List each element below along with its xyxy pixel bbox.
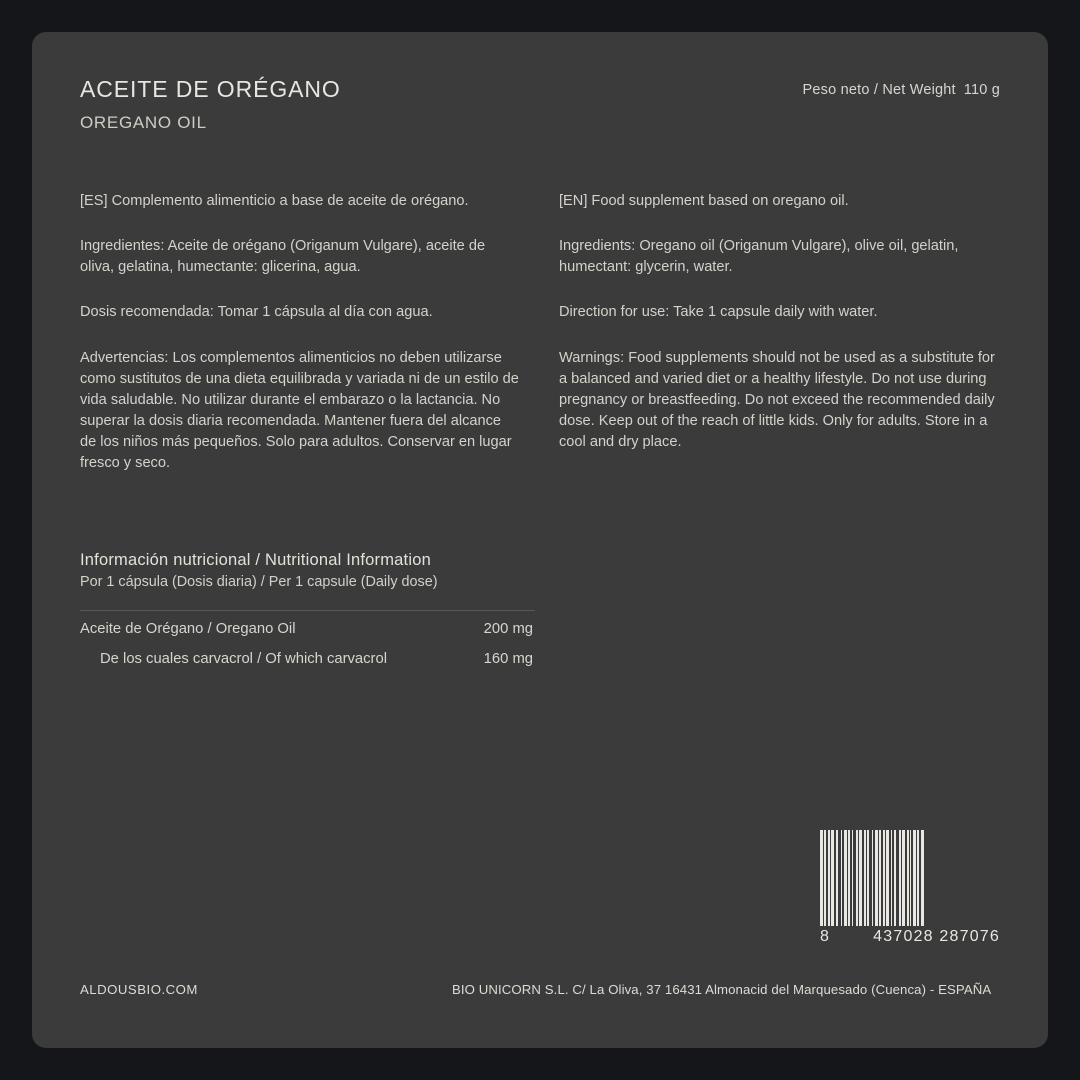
nutrition-subtitle: Por 1 cápsula (Dosis diaria) / Per 1 capsule (Daily dose) bbox=[80, 573, 438, 590]
nutrition-section bbox=[80, 551, 535, 671]
product-title-en: OREGANO OIL bbox=[80, 112, 207, 132]
nutrient-amount: 160 mg bbox=[483, 650, 533, 667]
spanish-ingredients: Ingredientes: Aceite de orégano (Origanum Vulgare), aceite de oliva, gelatina, humectante: glicerina, agua. bbox=[80, 238, 486, 276]
product-title-es: ACEITE DE ORÉGANO bbox=[80, 76, 341, 102]
spanish-column bbox=[80, 191, 521, 499]
table-row bbox=[80, 641, 535, 671]
company-address: BIO UNICORN S.L. C/ La Oliva, 37 16431 Almonacid del Marquesado (Cuenca) - ESPAÑA bbox=[452, 982, 992, 997]
barcode-bars bbox=[820, 830, 1000, 926]
nutrient-name: Aceite de Orégano / Oregano Oil bbox=[80, 620, 296, 637]
bilingual-columns bbox=[80, 191, 1000, 499]
english-column bbox=[559, 191, 1000, 499]
english-ingredients: Ingredients: Oregano oil (Origanum Vulgare), olive oil, gelatin, humectant: glycerin, water. bbox=[559, 238, 959, 276]
net-weight-value: 110 g bbox=[963, 82, 1000, 98]
nutrition-table bbox=[80, 610, 535, 671]
label-content bbox=[80, 76, 1000, 1012]
nutrition-title: Información nutricional / Nutritional Information bbox=[80, 550, 431, 569]
nutrient-name: De los cuales carvacrol / Of which carvacrol bbox=[100, 650, 387, 667]
english-description: [EN] Food supplement based on oregano oil. bbox=[559, 193, 849, 209]
product-label-panel bbox=[32, 32, 1048, 1048]
english-warnings: Warnings: Food supplements should not be used as a substitute for a balanced and varied diet or a healthy lifestyle. Do not use during pregnancy or breastfeeding. Do not exceed the recommended daily dose. Keep out of the reach of little kids. Only for adults. Store in a cool and dry place. bbox=[559, 349, 995, 451]
spanish-warnings: Advertencias: Los complementos alimenticios no deben utilizarse como sustitutos de una dieta equilibrada y variada ni de un estilo de vida saludable. No utilizar durante el embarazo o la lactancia. No superar la dosis diaria recomendada. Mantener fuera del alcance de los niños más pequeños. Solo para adultos. Conservar en lugar fresco y seco. bbox=[80, 349, 519, 472]
label-header bbox=[80, 76, 1000, 166]
net-weight-label: Peso neto / Net Weight bbox=[802, 82, 956, 98]
website-url[interactable]: ALDOUSBIO.COM bbox=[80, 982, 198, 997]
spanish-description: [ES] Complemento alimenticio a base de aceite de orégano. bbox=[80, 193, 469, 209]
net-weight bbox=[803, 82, 1000, 98]
nutrient-amount: 200 mg bbox=[483, 620, 533, 637]
barcode-digits bbox=[820, 928, 1000, 946]
spanish-dosage: Dosis recomendada: Tomar 1 cápsula al día con agua. bbox=[80, 304, 433, 321]
barcode-lead-digit: 8 bbox=[820, 928, 831, 945]
barcode-number: 437028 287076 bbox=[873, 928, 1000, 945]
english-dosage: Direction for use: Take 1 capsule daily with water. bbox=[559, 304, 878, 321]
label-footer bbox=[80, 982, 1000, 1002]
barcode bbox=[820, 830, 1000, 946]
table-row bbox=[80, 611, 535, 641]
